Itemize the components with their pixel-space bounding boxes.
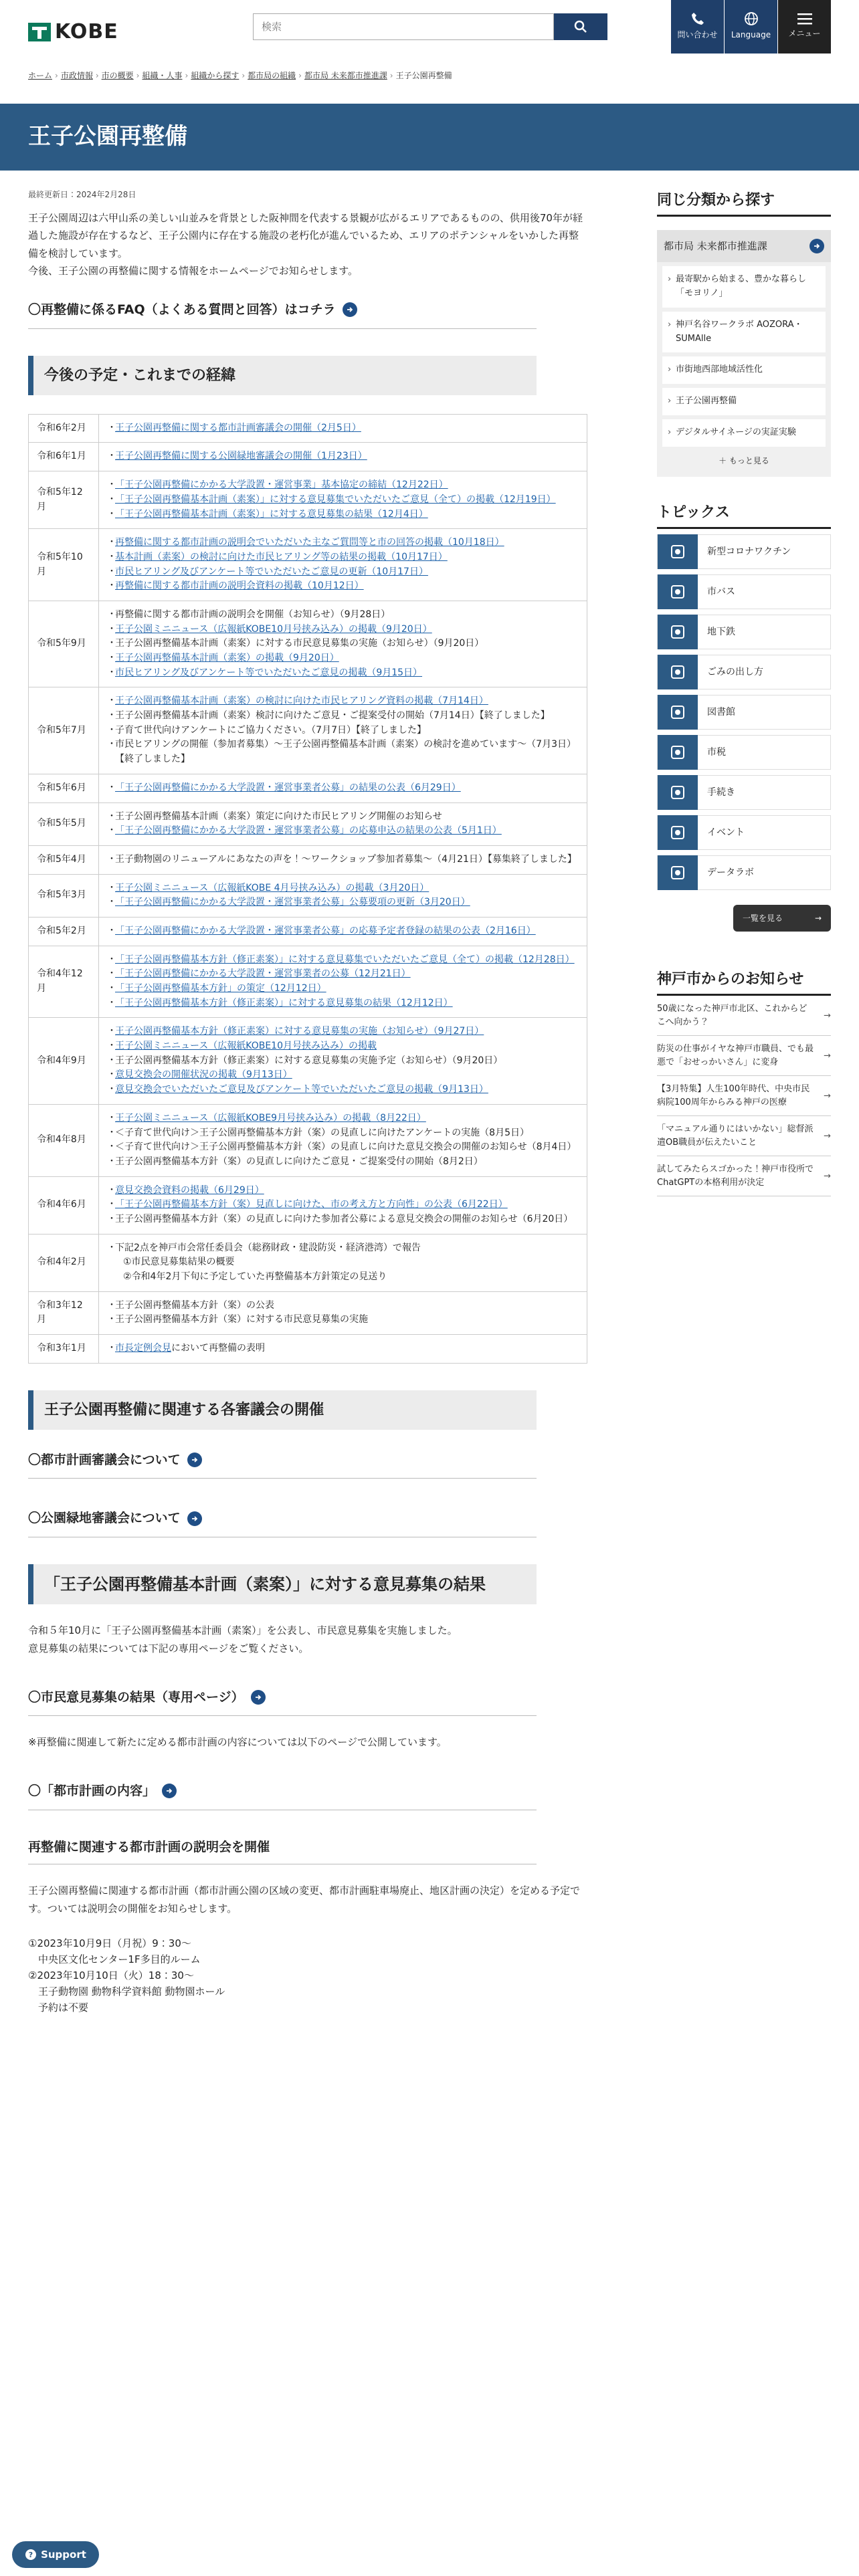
history-items — [99, 1291, 587, 1334]
menu-label: メニュー — [788, 29, 821, 39]
language-label: Language — [731, 30, 771, 40]
search-bar — [253, 13, 607, 40]
topic-label: ごみの出し方 — [707, 666, 763, 677]
topic-label: 手続き — [707, 786, 735, 798]
history-row — [29, 917, 587, 946]
history-items — [99, 917, 587, 946]
history-item — [107, 1198, 579, 1212]
history-item — [107, 421, 579, 436]
history-item — [107, 694, 579, 709]
topic-label: 地下鉄 — [707, 626, 735, 637]
news-section — [657, 968, 831, 1196]
topic-icon — [658, 695, 698, 730]
breadcrumb: ホーム › 市政情報 › 市の概要 › 組織・人事 › 組織から探す › 都市局の組織 › 都市局 未来都市推進課 › 王子公園再整備 — [28, 70, 452, 82]
history-row — [29, 414, 587, 443]
history-item — [107, 637, 579, 651]
history-link[interactable]: 基本計画（素案）の検討に向けた市民ヒアリング等の結果の掲載（10月17日） — [115, 551, 448, 562]
topic-item[interactable] — [657, 855, 831, 890]
history-item — [107, 508, 579, 522]
history-link[interactable]: 「王子公園再整備にかかる大学設置・運営事業者公募」公募要項の更新（3月20日） — [115, 897, 470, 908]
arrow-right-icon — [343, 302, 357, 317]
history-item — [107, 1299, 579, 1313]
history-text: ＜子育て世代向け＞王子公園再整備基本方針（案）の見直しに向けたアンケートの実施（8月5日） — [115, 1127, 529, 1138]
briefing-line: 中央区文化センター1F多目的ルーム — [28, 1953, 201, 1965]
faq-link[interactable]: 〇再整備に係るFAQ（よくある質問と回答）はコチラ — [28, 302, 336, 318]
history-item — [107, 895, 579, 910]
arrow-right-icon — [809, 239, 824, 253]
list-button[interactable] — [733, 905, 831, 932]
topic-label: 市バス — [707, 586, 735, 597]
topic-item[interactable] — [657, 574, 831, 609]
history-items — [99, 874, 587, 917]
history-link[interactable]: 意見交換会でいただいたご意見及びアンケート等でいただいたご意見の掲載（9月13日） — [115, 1084, 488, 1095]
history-row — [29, 1018, 587, 1104]
history-item — [107, 449, 579, 464]
history-item — [107, 1313, 579, 1327]
page-title: 王子公園再整備 — [28, 123, 187, 150]
history-month: 令和6年1月 — [29, 443, 99, 471]
kobe-logo[interactable] — [28, 16, 118, 48]
history-item — [107, 1025, 579, 1039]
history-item — [107, 1126, 579, 1141]
menu-button[interactable] — [777, 0, 831, 53]
history-row — [29, 774, 587, 802]
history-items — [99, 687, 587, 774]
related-nav — [657, 230, 831, 477]
support-button[interactable] — [12, 2541, 99, 2568]
topic-item[interactable] — [657, 775, 831, 810]
related-nav-item[interactable]: › 市街地西部地域活性化 — [662, 356, 826, 384]
history-link[interactable]: 再整備に関する都市計画の説明会でいただいた主なご質問等と市の回答の掲載（10月18日） — [115, 537, 504, 548]
history-text: 王子公園再整備基本方針（案）の公表 — [115, 1299, 274, 1311]
topic-item[interactable] — [657, 534, 831, 569]
history-month: 令和4年8月 — [29, 1104, 99, 1176]
topic-icon — [658, 775, 698, 810]
search-button[interactable] — [554, 13, 607, 40]
history-text: ＜子育て世代向け＞王子公園再整備基本方針（案）の見直しに向けた意見交換会の開催のお知らせ（8月4日） — [115, 1142, 577, 1153]
history-month: 令和3年1月 — [29, 1335, 99, 1364]
topics-heading: トピックス — [657, 501, 831, 529]
park-green-council-link[interactable]: 〇公園緑地審議会について — [28, 1511, 181, 1526]
breadcrumb-item[interactable]: 都市局の組織 — [248, 71, 296, 80]
council-link-row[interactable] — [28, 1440, 537, 1479]
history-link[interactable]: 「王子公園再整備にかかる大学設置・運営事業者公募」の結果の公表（6月29日） — [115, 782, 461, 793]
support-icon — [25, 2549, 37, 2561]
history-text: 王子公園再整備基本方針（案）に対する市民意見募集の実施 — [115, 1314, 368, 1325]
topic-item[interactable] — [657, 735, 831, 770]
history-text: 再整備に関する都市計画の説明会を開催（お知らせ）（9月28日） — [115, 609, 391, 620]
history-month: 令和5年10月 — [29, 529, 99, 601]
city-planning-council-link[interactable]: 〇都市計画審議会について — [28, 1452, 181, 1467]
history-items — [99, 601, 587, 687]
history-row — [29, 1335, 587, 1364]
news-item[interactable]: 【3月特集】人生100年時代、中央市民病院100周年からみる神戸の医療 → — [657, 1076, 831, 1116]
history-item — [107, 1341, 579, 1356]
history-items — [99, 529, 587, 601]
history-item — [107, 709, 579, 724]
topic-icon — [658, 615, 698, 649]
main-content — [28, 189, 587, 2016]
contact-label: 問い合わせ — [677, 30, 718, 40]
svg-text:?: ? — [28, 2551, 33, 2559]
support-label: Support — [41, 2549, 86, 2561]
faq-link-row[interactable] — [28, 290, 537, 328]
history-row — [29, 1104, 587, 1176]
history-link[interactable]: 「王子公園再整備基本方針（修正素案）」に対する意見募集の結果（12月12日） — [115, 997, 453, 1008]
history-items — [99, 1018, 587, 1104]
history-item — [107, 623, 579, 637]
history-item — [107, 1111, 579, 1126]
history-items — [99, 845, 587, 874]
topic-icon — [658, 534, 698, 569]
history-item — [107, 967, 579, 982]
history-link[interactable]: 再整備に関する都市計画の説明会資料の掲載（10月12日） — [115, 580, 364, 592]
arrow-right-icon — [187, 1453, 202, 1467]
history-month: 令和4年6月 — [29, 1176, 99, 1234]
history-text: 王子動物園のリニューアルにあなたの声を！～ワークショップ参加者募集～（4月21日）【募集終了しました】 — [115, 853, 577, 865]
history-row — [29, 1291, 587, 1334]
history-item — [107, 996, 579, 1011]
opinion-line: 意見募集の結果については下記の専用ページをご覧ください。 — [28, 1642, 309, 1654]
history-item — [107, 1155, 579, 1170]
title-bar — [0, 104, 859, 171]
opinion-link-row[interactable] — [28, 1678, 537, 1716]
history-link[interactable]: 王子公園ミニニュース（広報紙KOBE 4月号挟み込み）の掲載（3月20日） — [115, 882, 430, 893]
history-link[interactable]: 王子公園再整備に関する都市計画審議会の開催（2月5日） — [115, 422, 361, 433]
history-text: ②令和4年2月下旬に予定していた再整備基本方針策定の見送り — [123, 1271, 387, 1283]
history-item — [107, 881, 579, 896]
history-items — [99, 774, 587, 802]
breadcrumb-item[interactable]: 組織から探す — [191, 71, 240, 80]
history-items — [99, 443, 587, 471]
related-nav-head[interactable] — [657, 230, 831, 262]
history-month: 令和6年2月 — [29, 414, 99, 443]
history-month: 令和4年9月 — [29, 1018, 99, 1104]
history-row — [29, 687, 587, 774]
breadcrumb-item[interactable]: 市の概要 — [101, 71, 134, 80]
history-items — [99, 1176, 587, 1234]
history-item — [107, 1241, 579, 1256]
history-month: 令和5年2月 — [29, 917, 99, 946]
history-month: 令和5年7月 — [29, 687, 99, 774]
history-item — [107, 666, 579, 681]
header-buttons — [670, 0, 831, 53]
history-link[interactable]: 「王子公園再整備にかかる大学設置・運営事業者の公募（12月21日） — [115, 968, 411, 980]
topic-item[interactable] — [657, 615, 831, 649]
arrow-right-icon — [162, 1784, 177, 1798]
kobe-mark-icon — [28, 23, 51, 41]
topic-icon — [658, 855, 698, 890]
history-item — [107, 982, 579, 996]
history-link[interactable]: 「王子公園再整備基本計画（素案）」に対する意見募集でいただいたご意見（全て）の掲載（12月19日） — [115, 494, 556, 505]
note-text: ※再整備に関連して新たに定める都市計画の内容については以下のページで公開しています。 — [28, 1736, 447, 1749]
history-link[interactable]: 「王子公園再整備にかかる大学設置・運営事業」基本協定の締結（12月22日） — [115, 479, 448, 491]
language-button[interactable] — [724, 0, 777, 53]
history-link[interactable]: 「王子公園再整備にかかる大学設置・運営事業者公募」の応募予定者登録の結果の公表（2月16日） — [115, 925, 536, 936]
breadcrumb-item[interactable]: 組織・人事 — [142, 71, 183, 80]
history-month: 令和5年4月 — [29, 845, 99, 874]
history-text: 王子公園再整備基本計画（素案）策定に向けた市民ヒアリング開催のお知らせ — [115, 811, 442, 822]
history-link[interactable]: 王子公園ミニニュース（広報紙KOBE10月号挟み込み）の掲載（9月20日） — [115, 623, 432, 635]
history-row — [29, 874, 587, 917]
history-item — [107, 608, 579, 623]
related-nav-item[interactable]: › 最寄駅から始まる、豊かな暮らし「モヨリノ」 — [662, 266, 826, 308]
history-row — [29, 529, 587, 601]
history-link[interactable]: 王子公園再整備に関する公園緑地審議会の開催（1月23日） — [115, 451, 367, 462]
history-month: 令和5年3月 — [29, 874, 99, 917]
history-item — [107, 579, 579, 594]
topic-label: 図書館 — [707, 706, 735, 718]
sidebar-heading: 同じ分類から探す — [657, 189, 831, 217]
more-link[interactable]: ＋ もっと見る — [719, 455, 769, 465]
hamburger-icon — [797, 13, 812, 25]
history-month: 令和4年12月 — [29, 946, 99, 1018]
history-row — [29, 443, 587, 471]
history-text: 市民ヒアリングの開催（参加者募集）～王子公園再整備基本計画（素案）の検討を進めています～（7月3日）【終了しました】 — [115, 739, 576, 765]
history-link[interactable]: 意見交換会資料の掲載（6月29日） — [115, 1184, 264, 1196]
breadcrumb-current: 王子公園再整備 — [395, 71, 452, 80]
topic-label: イベント — [707, 827, 745, 838]
topic-item[interactable] — [657, 655, 831, 689]
history-text: 下記2点を神戸市会常任委員会（総務財政・建設防災・経済港湾）で報告 — [115, 1242, 421, 1253]
history-item — [107, 1184, 579, 1198]
history-item — [107, 953, 579, 968]
updated-date: 最終更新日：2024年2月28日 — [28, 190, 136, 199]
briefing-line: 王子動物園 動物科学資料館 動物園ホール — [28, 1985, 225, 1998]
history-item — [107, 1068, 579, 1083]
history-text: 王子公園再整備基本方針（修正素案）に対する意見募集の実施予定（お知らせ）（9月20日） — [115, 1055, 503, 1066]
history-row — [29, 946, 587, 1018]
history-item — [107, 924, 579, 939]
opinion-result-link[interactable]: 〇市民意見募集の結果（専用ページ） — [28, 1689, 244, 1705]
topics-section — [657, 501, 831, 932]
history-link[interactable]: 「王子公園再整備にかかる大学設置・運営事業者公募」の応募申込の結果の公表（5月1日） — [115, 825, 502, 837]
intro-paragraph: 王子公園周辺は六甲山系の美しい山並みを背景とした阪神間を代表する景観が広がるエリアであるものの、供用後70年が経過した施設が存在するなど、王子公園内に存在する施設の老朽化が進んでいるため、エリアのポテンシャルをいかした再整備を検討しています。 — [28, 212, 583, 259]
topic-label: 市税 — [707, 746, 726, 758]
sidebar — [657, 189, 831, 1196]
intro-text — [28, 209, 587, 280]
history-month: 令和5年9月 — [29, 601, 99, 687]
history-link[interactable]: 市民ヒアリング及びアンケート等でいただいたご意見の掲載（9月15日） — [115, 667, 423, 678]
history-item — [107, 824, 579, 839]
news-heading: 神戸市からのお知らせ — [657, 968, 831, 996]
topics-list — [657, 534, 831, 890]
history-item — [107, 565, 579, 580]
history-text: 王子公園再整備基本方針（案）の見直しに向けた参加者公募による意見交換会の開催のお知らせ（6月20日） — [115, 1213, 573, 1224]
history-item — [107, 724, 579, 738]
news-item[interactable]: 試してみたらスゴかった！神戸市役所でChatGPTの本格利用が決定 → — [657, 1156, 831, 1196]
history-link[interactable]: 「王子公園再整備基本方針（修正素案）」に対する意見募集でいただいたご意見（全て）の掲載（12月28日） — [115, 954, 575, 965]
history-text: 王子公園再整備基本計画（素案）に対する市民意見募集の実施（お知らせ）（9月20日） — [115, 638, 484, 649]
news-item[interactable]: 50歳になった神戸市北区、これからどこへ向かう？ → — [657, 996, 831, 1036]
history-link[interactable]: 王子公園ミニニュース（広報紙KOBE9月号挟み込み）の掲載（8月22日） — [115, 1112, 426, 1123]
opinion-text — [28, 1622, 587, 1658]
breadcrumb-item[interactable]: 市政情報 — [60, 71, 93, 80]
history-row — [29, 1234, 587, 1291]
history-link[interactable]: 王子公園ミニニュース（広報紙KOBE10月号挟み込み）の掲載 — [115, 1041, 377, 1052]
history-item — [107, 493, 579, 508]
council-link-row[interactable] — [28, 1499, 537, 1537]
history-link[interactable]: 王子公園再整備基本計画（素案）の掲載（9月20日） — [115, 653, 339, 664]
history-row — [29, 845, 587, 874]
site-header — [0, 0, 859, 53]
list-button-label: 一覧を見る — [743, 913, 783, 923]
history-item — [107, 1083, 579, 1097]
history-month: 令和4年2月 — [29, 1234, 99, 1291]
topic-item[interactable] — [657, 815, 831, 850]
history-link[interactable]: 「王子公園再整備基本方針」の策定（12月12日） — [115, 983, 326, 994]
opinion-line: 令和５年10月に「王子公園再整備基本計画（素案）」を公表し、市民意見募集を実施しました。 — [28, 1624, 458, 1636]
history-item — [107, 651, 579, 666]
search-input[interactable] — [253, 13, 554, 40]
breadcrumb-item[interactable]: ホーム — [28, 71, 53, 80]
history-text: 王子公園再整備基本方針（案）の見直しに向けたご意見・ご提案受付の開始（8月2日） — [115, 1156, 483, 1167]
history-row — [29, 802, 587, 845]
topic-label: 新型コロナワクチン — [707, 546, 791, 557]
plan-content-link[interactable]: 〇「都市計画の内容」 — [28, 1784, 156, 1799]
history-month: 令和5年5月 — [29, 802, 99, 845]
history-month: 令和3年12月 — [29, 1291, 99, 1334]
schedule-heading: 今後の予定・これまでの経緯 — [28, 356, 537, 395]
history-link[interactable]: 王子公園再整備基本計画（素案）の検討に向けた市民ヒアリング資料の掲載（7月14日） — [115, 695, 488, 707]
history-item — [107, 810, 579, 825]
history-month: 令和5年12月 — [29, 471, 99, 529]
history-link[interactable]: 「王子公園再整備基本計画（素案）」に対する意見募集の結果（12月4日） — [115, 508, 428, 520]
history-item — [107, 853, 579, 867]
topic-item[interactable] — [657, 695, 831, 730]
arrow-right-icon — [251, 1690, 266, 1705]
history-row — [29, 601, 587, 687]
phone-icon — [690, 11, 705, 26]
history-item — [107, 781, 579, 796]
more-label: もっと見る — [729, 455, 769, 465]
history-item — [107, 1270, 579, 1285]
history-text: 王子公園再整備基本計画（素案）検討に向けたご意見・ご提案受付の開始（7月14日）【終了しました】 — [115, 710, 550, 722]
history-month: 令和5年6月 — [29, 774, 99, 802]
history-link[interactable]: 市長定例会見 — [115, 1343, 171, 1354]
history-item — [107, 1212, 579, 1227]
history-items — [99, 471, 587, 529]
history-items — [99, 1104, 587, 1176]
intro-paragraph: 今後、王子公園の再整備に関する情報をホームページでお知らせします。 — [28, 264, 359, 277]
history-items — [99, 946, 587, 1018]
plan-link-row[interactable] — [28, 1772, 537, 1810]
related-nav-item[interactable]: › 神戸名谷ワークラボ AOZORA・SUMAlle — [662, 312, 826, 353]
history-row — [29, 471, 587, 529]
search-icon — [574, 20, 587, 33]
history-link[interactable]: 「王子公園再整備基本方針（案）見直しに向けた、市の考え方と方向性」の公表（6月22日） — [115, 1199, 508, 1210]
history-item — [107, 478, 579, 493]
briefing-line: ②2023年10月10日（火）18：30～ — [28, 1969, 194, 1981]
council-heading: 王子公園再整備に関連する各審議会の開催 — [28, 1390, 537, 1430]
history-item — [107, 536, 579, 550]
history-item — [107, 1054, 579, 1069]
topic-icon — [658, 655, 698, 689]
history-item — [107, 550, 579, 565]
news-item[interactable]: 防災の仕事がイヤな神戸市職員、でも最悪で「おせっかいさん」に変身 → — [657, 1036, 831, 1076]
globe-icon — [744, 11, 759, 26]
topic-label: データラボ — [707, 867, 754, 878]
logo-text: KOBE — [55, 20, 118, 43]
related-nav-title: 都市局 未来都市推進課 — [664, 240, 767, 253]
history-items — [99, 1335, 587, 1364]
history-text: 子育て世代向けアンケートにご協力ください。（7月7日）【終了しました】 — [115, 724, 426, 736]
history-items — [99, 414, 587, 443]
history-link[interactable]: 意見交換会の開催状況の掲載（9月13日） — [115, 1069, 292, 1081]
arrow-right-icon: → — [814, 913, 822, 923]
contact-button[interactable] — [670, 0, 724, 53]
history-items — [99, 1234, 587, 1291]
briefing-lines — [28, 1935, 587, 2016]
history-items — [99, 802, 587, 845]
news-item[interactable]: 「マニュアル通りにはいかない」総督派遣OB職員が伝えたいこと → — [657, 1116, 831, 1156]
history-row — [29, 1176, 587, 1234]
topic-icon — [658, 815, 698, 850]
briefing-line: ①2023年10月9日（月祝）9：30～ — [28, 1937, 191, 1949]
briefing-heading: 再整備に関連する都市計画の説明会を開催 — [28, 1837, 537, 1864]
history-link[interactable]: 市民ヒアリング及びアンケート等でいただいたご意見の更新（10月17日） — [115, 566, 428, 577]
history-text: において再整備の表明 — [171, 1343, 265, 1354]
history-item — [107, 1140, 579, 1155]
briefing-text: 王子公園再整備に関連する都市計画（都市計画公園の区域の変更、都市計画駐車場廃止、地区計画の決定）を定める予定です。ついては説明会の開催をお知らせします。 — [28, 1884, 581, 1915]
history-item — [107, 1039, 579, 1054]
history-table — [28, 414, 587, 1364]
history-text: ①市民意見募集結果の概要 — [123, 1257, 235, 1268]
history-item — [107, 738, 579, 766]
topic-icon — [658, 574, 698, 609]
related-nav-item[interactable]: › 王子公園再整備 — [662, 388, 826, 415]
topic-icon — [658, 735, 698, 770]
briefing-line: 予約は不要 — [28, 2001, 89, 2014]
breadcrumb-item[interactable]: 都市局 未来都市推進課 — [304, 71, 387, 80]
arrow-right-icon — [187, 1511, 202, 1526]
history-item — [107, 1255, 579, 1270]
opinion-heading: 「王子公園再整備基本計画（素案）」に対する意見募集の結果 — [28, 1564, 537, 1604]
related-nav-item[interactable]: › デジタルサイネージの実証実験 — [662, 419, 826, 447]
history-link[interactable]: 王子公園再整備基本方針（修正素案）に対する意見募集の実施（お知らせ）（9月27日） — [115, 1026, 484, 1037]
